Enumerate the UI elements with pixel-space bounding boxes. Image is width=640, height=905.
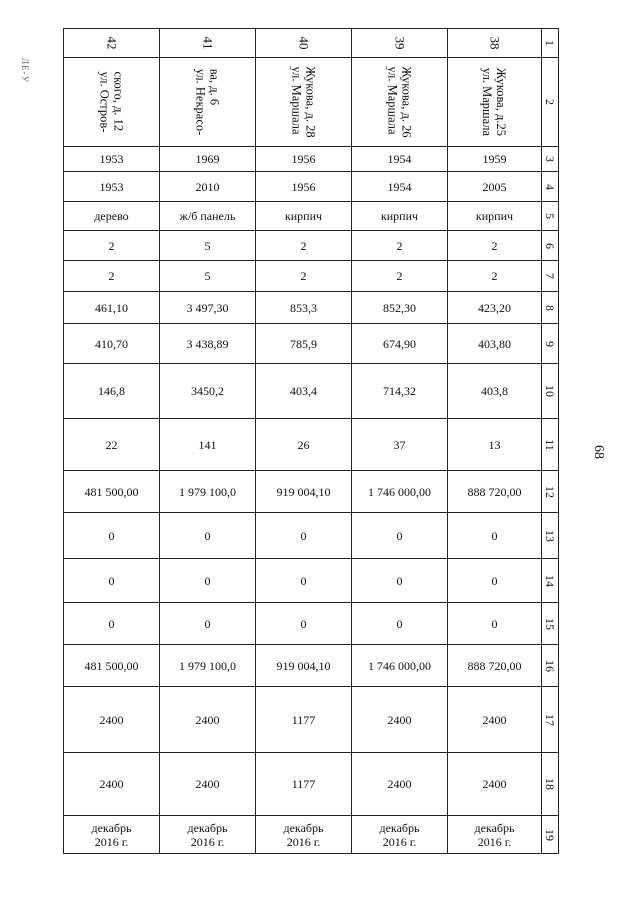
table-row bbox=[64, 261, 559, 292]
row-index: 14 bbox=[542, 559, 559, 603]
table-cell: 2 bbox=[352, 261, 448, 292]
table-row bbox=[64, 324, 559, 364]
table-row bbox=[64, 513, 559, 559]
row-index: 3 bbox=[542, 147, 559, 172]
table-cell: декабрь 2016 г. bbox=[352, 816, 448, 854]
table-cell: 0 bbox=[160, 559, 256, 603]
table-cell: 2 bbox=[448, 231, 542, 261]
table-cell: 0 bbox=[64, 559, 160, 603]
table-cell: 39 bbox=[352, 29, 448, 58]
table-cell: 481 500,00 bbox=[64, 645, 160, 687]
table-cell: 146,8 bbox=[64, 364, 160, 419]
table-cell: 38 bbox=[448, 29, 542, 58]
table-cell: 2400 bbox=[448, 753, 542, 816]
table-cell: 0 bbox=[448, 603, 542, 645]
table-row bbox=[64, 147, 559, 172]
row-index: 16 bbox=[542, 645, 559, 687]
page-number: 68 bbox=[591, 445, 606, 459]
table-cell: 2 bbox=[256, 261, 352, 292]
table-cell: 2400 bbox=[448, 687, 542, 753]
table-row bbox=[64, 202, 559, 231]
table-cell: 0 bbox=[352, 559, 448, 603]
table-cell: 888 720,00 bbox=[448, 471, 542, 513]
table-cell: 3 497,30 bbox=[160, 292, 256, 324]
table-cell: 0 bbox=[352, 603, 448, 645]
table-cell: 2400 bbox=[352, 753, 448, 816]
table-cell: 2400 bbox=[64, 687, 160, 753]
table-cell: 0 bbox=[448, 513, 542, 559]
table-cell: 1956 bbox=[256, 172, 352, 202]
table-cell: 403,8 bbox=[448, 364, 542, 419]
table-cell: 0 bbox=[64, 603, 160, 645]
table-cell: 0 bbox=[160, 603, 256, 645]
table-cell: кирпич bbox=[352, 202, 448, 231]
table-cell: 0 bbox=[160, 513, 256, 559]
table-cell: 674,90 bbox=[352, 324, 448, 364]
table-cell: 2005 bbox=[448, 172, 542, 202]
table-cell: 1954 bbox=[352, 172, 448, 202]
table-cell: 1956 bbox=[256, 147, 352, 172]
table-row bbox=[64, 172, 559, 202]
table-cell: кирпич bbox=[448, 202, 542, 231]
table-cell: 2400 bbox=[160, 687, 256, 753]
table-cell: 1 979 100,0 bbox=[160, 645, 256, 687]
row-index: 2 bbox=[542, 58, 559, 147]
table-cell: 3 438,89 bbox=[160, 324, 256, 364]
address-cell: Жукова, д.25 ул. Маршала bbox=[448, 58, 542, 147]
row-index: 8 bbox=[542, 292, 559, 324]
table-cell: декабрь 2016 г. bbox=[256, 816, 352, 854]
row-index: 4 bbox=[542, 172, 559, 202]
row-index: 7 bbox=[542, 261, 559, 292]
table-row bbox=[64, 292, 559, 324]
table-cell: дерево bbox=[64, 202, 160, 231]
table-row bbox=[64, 419, 559, 471]
address-cell: ва, д. 6 ул. Некрасо- bbox=[160, 58, 256, 147]
table-cell: 423,20 bbox=[448, 292, 542, 324]
table-cell: ж/б панель bbox=[160, 202, 256, 231]
row-index: 12 bbox=[542, 471, 559, 513]
table-cell: 13 bbox=[448, 419, 542, 471]
row-index: 5 bbox=[542, 202, 559, 231]
table-cell: 0 bbox=[448, 559, 542, 603]
table-cell: 1953 bbox=[64, 147, 160, 172]
table-cell: 22 bbox=[64, 419, 160, 471]
table-cell: кирпич bbox=[256, 202, 352, 231]
table-cell: 141 bbox=[160, 419, 256, 471]
row-index: 10 bbox=[542, 364, 559, 419]
row-index: 18 bbox=[542, 753, 559, 816]
table-cell: 461,10 bbox=[64, 292, 160, 324]
table-cell: 2 bbox=[256, 231, 352, 261]
address-cell: ского, д. 12 ул. Остров- bbox=[64, 58, 160, 147]
table-cell: 403,80 bbox=[448, 324, 542, 364]
table-cell: 0 bbox=[352, 513, 448, 559]
table-cell: 853,3 bbox=[256, 292, 352, 324]
row-index: 17 bbox=[542, 687, 559, 753]
row-index: 6 bbox=[542, 231, 559, 261]
table-cell: 714,32 bbox=[352, 364, 448, 419]
row-index: 13 bbox=[542, 513, 559, 559]
table-cell: 5 bbox=[160, 261, 256, 292]
row-index: 15 bbox=[542, 603, 559, 645]
table-cell: 919 004,10 bbox=[256, 645, 352, 687]
table-row bbox=[64, 645, 559, 687]
table-cell: 888 720,00 bbox=[448, 645, 542, 687]
table-row bbox=[64, 603, 559, 645]
table-cell: декабрь 2016 г. bbox=[64, 816, 160, 854]
table-cell: 852,30 bbox=[352, 292, 448, 324]
table-cell: 42 bbox=[64, 29, 160, 58]
table-cell: 403,4 bbox=[256, 364, 352, 419]
row-index: 1 bbox=[542, 29, 559, 58]
table-cell: 0 bbox=[256, 513, 352, 559]
table-cell: 785,9 bbox=[256, 324, 352, 364]
table-cell: декабрь 2016 г. bbox=[448, 816, 542, 854]
table-cell: 410,70 bbox=[64, 324, 160, 364]
table-cell: 919 004,10 bbox=[256, 471, 352, 513]
table-cell: 1954 bbox=[352, 147, 448, 172]
table-cell: 2010 bbox=[160, 172, 256, 202]
table-cell: 3450,2 bbox=[160, 364, 256, 419]
table-cell: декабрь 2016 г. bbox=[160, 816, 256, 854]
table-cell: 40 bbox=[256, 29, 352, 58]
row-index: 9 bbox=[542, 324, 559, 364]
table-cell: 2 bbox=[352, 231, 448, 261]
address-cell: Жукова, д. 28 ул. Маршала bbox=[256, 58, 352, 147]
table-cell: 0 bbox=[256, 603, 352, 645]
table-row bbox=[64, 471, 559, 513]
table-cell: 1177 bbox=[256, 753, 352, 816]
table-cell: 26 bbox=[256, 419, 352, 471]
data-table bbox=[63, 28, 559, 854]
table-cell: 2 bbox=[64, 261, 160, 292]
table-cell: 2 bbox=[448, 261, 542, 292]
table-row bbox=[64, 29, 559, 58]
table-cell: 1959 bbox=[448, 147, 542, 172]
table-cell: 1 746 000,00 bbox=[352, 471, 448, 513]
table-row bbox=[64, 58, 559, 147]
table-cell: 5 bbox=[160, 231, 256, 261]
table-cell: 2400 bbox=[160, 753, 256, 816]
table-cell: 1 746 000,00 bbox=[352, 645, 448, 687]
row-index: 11 bbox=[542, 419, 559, 471]
table-cell: 0 bbox=[64, 513, 160, 559]
table-cell: 37 bbox=[352, 419, 448, 471]
table-cell: 41 bbox=[160, 29, 256, 58]
row-index: 19 bbox=[542, 816, 559, 854]
table-row bbox=[64, 231, 559, 261]
address-cell: Жукова, д. 26 ул. Маршала bbox=[352, 58, 448, 147]
table-cell: 2400 bbox=[352, 687, 448, 753]
table-cell: 2 bbox=[64, 231, 160, 261]
table-cell: 2400 bbox=[64, 753, 160, 816]
table-cell: 1969 bbox=[160, 147, 256, 172]
table-row bbox=[64, 816, 559, 854]
table-row bbox=[64, 753, 559, 816]
table-cell: 481 500,00 bbox=[64, 471, 160, 513]
table-row bbox=[64, 687, 559, 753]
table-cell: 1177 bbox=[256, 687, 352, 753]
margin-mark: ЛЕ-У bbox=[20, 58, 30, 83]
table-row bbox=[64, 364, 559, 419]
table-cell: 1953 bbox=[64, 172, 160, 202]
table-row bbox=[64, 559, 559, 603]
table-cell: 1 979 100,0 bbox=[160, 471, 256, 513]
table-cell: 0 bbox=[256, 559, 352, 603]
